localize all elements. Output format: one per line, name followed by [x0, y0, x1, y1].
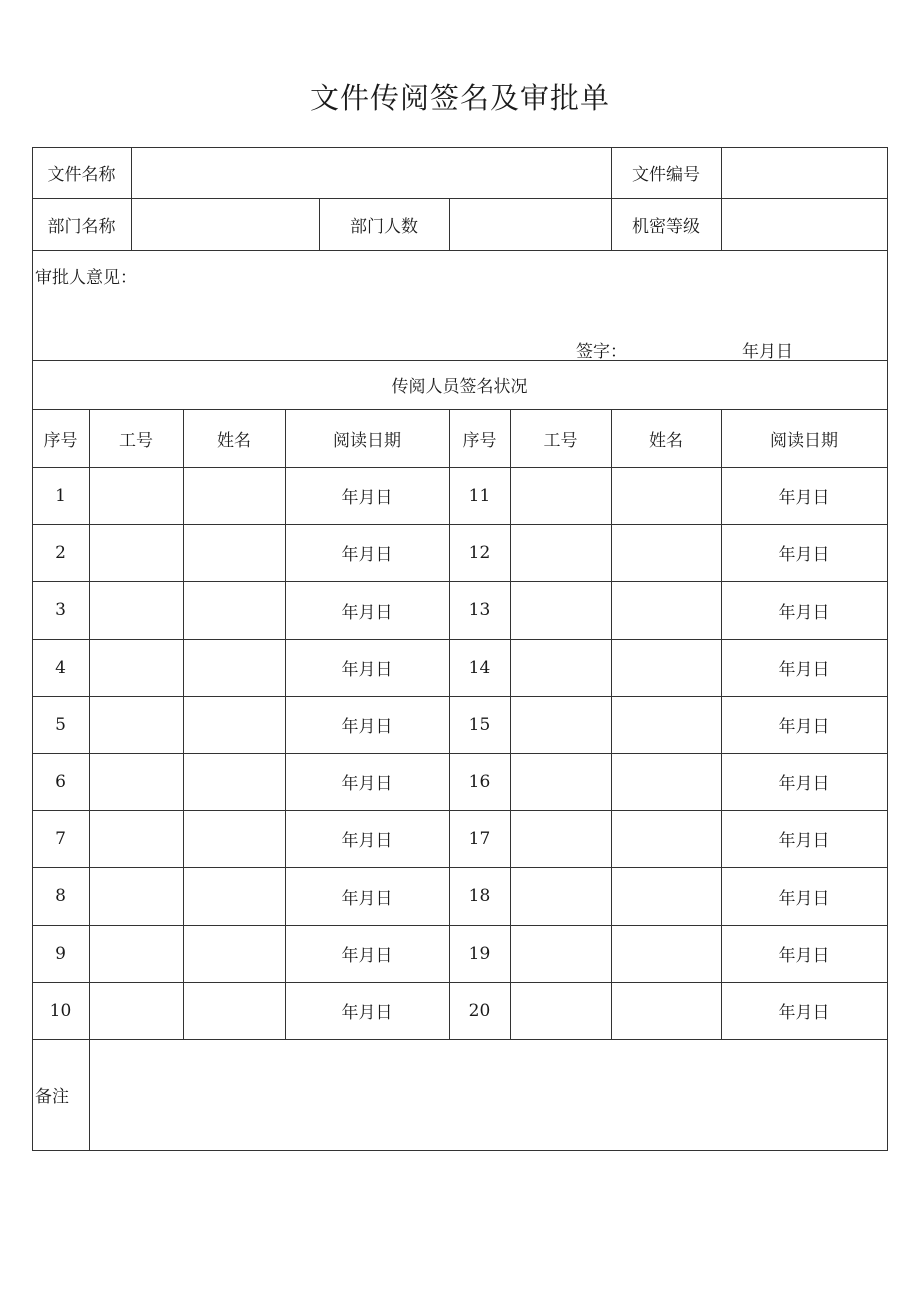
read-date-field[interactable]: 年月日 [778, 660, 830, 680]
row-number: 16 [468, 771, 491, 792]
dept-count-label: 部门人数 [350, 216, 418, 237]
signature-label: 签字： [576, 342, 627, 362]
name-field[interactable] [183, 810, 285, 867]
table-header: 工号 [543, 430, 578, 451]
row-number: 17 [468, 828, 491, 849]
read-date-field[interactable]: 年月日 [778, 831, 830, 851]
name-field[interactable] [183, 925, 285, 982]
row-number: 7 [55, 828, 66, 849]
secrecy-label: 机密等级 [632, 216, 700, 237]
read-date-field[interactable]: 年月日 [341, 1003, 393, 1023]
employee-id-field[interactable] [89, 982, 183, 1039]
table-header: 工号 [119, 430, 153, 451]
row-number: 5 [55, 714, 66, 735]
employee-id-field[interactable] [510, 925, 611, 982]
employee-id-field[interactable] [510, 867, 611, 925]
name-field[interactable] [183, 639, 285, 696]
file-number-label: 文件编号 [632, 165, 700, 185]
read-date-field[interactable]: 年月日 [778, 602, 830, 623]
row-number: 13 [468, 600, 491, 620]
read-date-field[interactable]: 年月日 [341, 774, 393, 794]
table-header: 姓名 [649, 430, 683, 451]
employee-id-field[interactable] [89, 467, 183, 524]
employee-id-field[interactable] [89, 581, 183, 639]
employee-id-field[interactable] [89, 696, 183, 753]
read-date-field[interactable]: 年月日 [778, 946, 830, 966]
row-number: 2 [55, 542, 66, 563]
employee-id-field[interactable] [89, 810, 183, 867]
name-field[interactable] [611, 982, 721, 1039]
employee-id-field[interactable] [89, 867, 183, 925]
employee-id-field[interactable] [510, 581, 611, 639]
read-date-field[interactable]: 年月日 [341, 831, 393, 851]
name-field[interactable] [611, 753, 721, 810]
row-number: 4 [55, 657, 66, 678]
table-header: 阅读日期 [333, 430, 401, 451]
read-date-field[interactable]: 年月日 [341, 717, 393, 737]
name-field[interactable] [611, 867, 721, 925]
row-number: 20 [468, 1000, 491, 1021]
dept-name-field[interactable] [131, 198, 319, 250]
row-number: 9 [55, 943, 66, 964]
employee-id-field[interactable] [89, 639, 183, 696]
name-field[interactable] [611, 639, 721, 696]
approval-opinion-label: 审批人意见： [35, 268, 137, 288]
read-date-field[interactable]: 年月日 [341, 660, 393, 680]
page-title: 文件传阅签名及审批单 [309, 81, 610, 115]
read-date-field[interactable]: 年月日 [778, 488, 830, 508]
name-field[interactable] [183, 467, 285, 524]
employee-id-field[interactable] [89, 925, 183, 982]
remarks-label: 备注 [35, 1087, 69, 1107]
read-date-field[interactable]: 年月日 [778, 1003, 830, 1023]
read-date-field[interactable]: 年月日 [341, 545, 393, 565]
row-number: 14 [468, 657, 491, 678]
row-number: 12 [468, 542, 491, 563]
employee-id-field[interactable] [510, 524, 611, 581]
name-field[interactable] [611, 810, 721, 867]
name-field[interactable] [611, 925, 721, 982]
row-number: 3 [55, 600, 66, 620]
row-number: 8 [55, 886, 66, 906]
row-number: 11 [468, 485, 491, 506]
read-date-field[interactable]: 年月日 [778, 888, 830, 909]
name-field[interactable] [183, 753, 285, 810]
name-field[interactable] [611, 524, 721, 581]
dept-count-field[interactable] [449, 198, 611, 250]
read-date-field[interactable]: 年月日 [778, 545, 830, 565]
table-header: 姓名 [217, 430, 251, 451]
circulation-section-title: 传阅人员签名状况 [391, 377, 528, 397]
file-name-field[interactable] [131, 147, 611, 198]
dept-name-label: 部门名称 [47, 216, 116, 237]
employee-id-field[interactable] [89, 753, 183, 810]
employee-id-field[interactable] [510, 696, 611, 753]
row-number: 1 [55, 485, 66, 506]
name-field[interactable] [183, 581, 285, 639]
name-field[interactable] [183, 524, 285, 581]
employee-id-field[interactable] [510, 753, 611, 810]
table-header: 序号 [43, 430, 78, 451]
employee-id-field[interactable] [89, 524, 183, 581]
file-number-field[interactable] [721, 147, 887, 198]
read-date-field[interactable]: 年月日 [778, 774, 830, 794]
read-date-field[interactable]: 年月日 [341, 888, 393, 909]
row-number: 18 [468, 886, 491, 906]
name-field[interactable] [611, 696, 721, 753]
row-number: 6 [55, 771, 66, 792]
read-date-field[interactable]: 年月日 [778, 717, 830, 737]
name-field[interactable] [611, 581, 721, 639]
row-number: 15 [468, 714, 491, 735]
table-header: 阅读日期 [770, 430, 838, 451]
employee-id-field[interactable] [510, 810, 611, 867]
read-date-field[interactable]: 年月日 [341, 946, 393, 966]
name-field[interactable] [611, 467, 721, 524]
name-field[interactable] [183, 696, 285, 753]
row-number: 19 [468, 943, 491, 964]
read-date-field[interactable]: 年月日 [341, 488, 393, 508]
file-name-label: 文件名称 [47, 165, 116, 185]
name-field[interactable] [183, 867, 285, 925]
remarks-field[interactable] [89, 1039, 887, 1150]
secrecy-field[interactable] [721, 198, 887, 250]
employee-id-field[interactable] [510, 639, 611, 696]
row-number: 10 [49, 1000, 72, 1021]
name-field[interactable] [183, 982, 285, 1039]
table-header: 序号 [462, 430, 497, 451]
read-date-field[interactable]: 年月日 [341, 602, 393, 623]
employee-id-field[interactable] [510, 467, 611, 524]
employee-id-field[interactable] [510, 982, 611, 1039]
approval-date-label: 年月日 [742, 342, 793, 362]
